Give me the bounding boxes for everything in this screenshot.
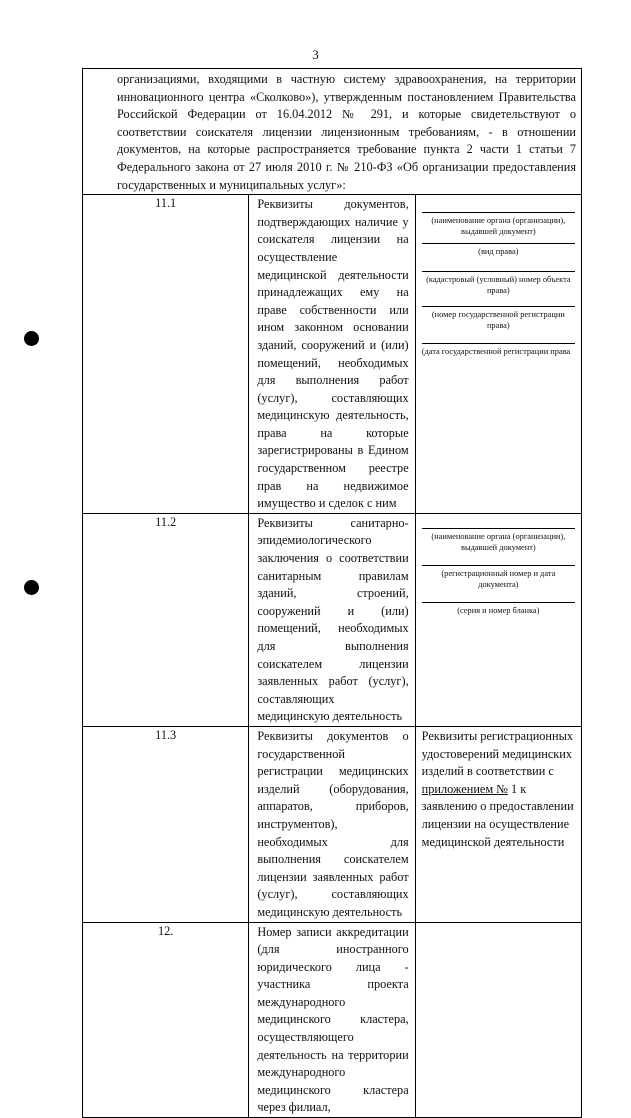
row-number: 11.3 [83,726,249,922]
input-field[interactable] [422,343,575,357]
field-caption: (номер государственной регистрации права) [431,310,565,331]
field-caption: (наименование органа (организации), выдавшей документ) [431,531,566,552]
field-caption: (кадастровый (условный) номер объекта права) [426,275,571,296]
application-table [82,68,582,1118]
field-caption: (вид права) [478,247,519,257]
input-field[interactable] [422,528,575,553]
row-number: 12. [83,922,249,1118]
row-number: 11.2 [83,513,249,726]
page-number: 3 [312,47,319,62]
value-cell [415,195,581,514]
table-row [83,69,582,195]
row-number: 11.1 [83,195,249,514]
field-caption: (наименование органа (организации), выдавшей документ) [431,216,566,237]
input-field[interactable] [422,565,575,590]
input-field[interactable] [422,243,575,257]
requirement-text: Реквизиты документов о государственной регистрации медицинских изделий (оборудования, аппаратов, приборов, инструментов), необходимых для выполнения соискателем лицензии заявленных работ (услуг), составляющих медицинскую деятельность [249,726,415,922]
input-field[interactable] [422,271,575,296]
value-text: Реквизиты регистрационных удостоверений медицинских изделий в соответствии с [421,728,574,779]
input-field[interactable] [422,602,575,616]
value-text: 1 к заявлению о предоставлении лицензии на осуществление медицинской деятельности [421,781,574,849]
value-cell [415,513,581,726]
field-caption: (дата государственной регистрации права [421,347,571,357]
field-caption: (регистрационный номер и дата документа) [441,568,556,589]
punch-hole-mark [24,580,39,595]
requirement-text: Номер записи аккредитации (для иностранного юридического лица - участника проекта международного медицинского кластера, осуществляющего деятельность на территории международного медицинского кластера через филиал, [249,922,415,1118]
table-row [83,195,582,514]
intro-text: организациями, входящими в частную систему здравоохранения, на территории инновационного центра «Сколково»), утвержденным постановлением Правительства Российской Федерации от 16.04.2012 № 291, и которые свидетельствуют о соответствии соискателя лицензии лицензионным требованиям, - в отношении документов, на которые распространяется требование пункта 2 части 1 статьи 7 Федерального закона от 27 июля 2010 г. № 210-ФЗ «Об организации предоставления государственных и муниципальных услуг»: [83,69,582,195]
input-field[interactable] [422,212,575,237]
appendix-link[interactable]: приложением № [421,781,508,796]
table-row [83,726,582,922]
input-field[interactable] [422,306,575,331]
table-row [83,922,582,1118]
value-cell[interactable] [415,922,581,1118]
table-row [83,513,582,726]
punch-hole-mark [24,331,39,346]
requirement-text: Реквизиты документов, подтверждающих наличие у соискателя лицензии на осуществление медицинской деятельности принадлежащих ему на праве собственности или ином законном основании зданий, сооружений и (или) помещений, необходимых для выполнения работ (услуг), составляющих медицинскую деятельность, права на которые зарегистрированы в Едином государственном реестре прав на недвижимое имущество и сделок с ним [249,195,415,514]
value-cell [415,726,581,922]
requirement-text: Реквизиты санитарно-эпидемиологического заключения о соответствии санитарным правилам зданий, строений, сооружений и (или) помещений, необходимых для выполнения соискателем лицензии заявленных работ (услуг), составляющих медицинскую деятельность [249,513,415,726]
field-caption: (серия и номер бланка) [457,605,540,615]
